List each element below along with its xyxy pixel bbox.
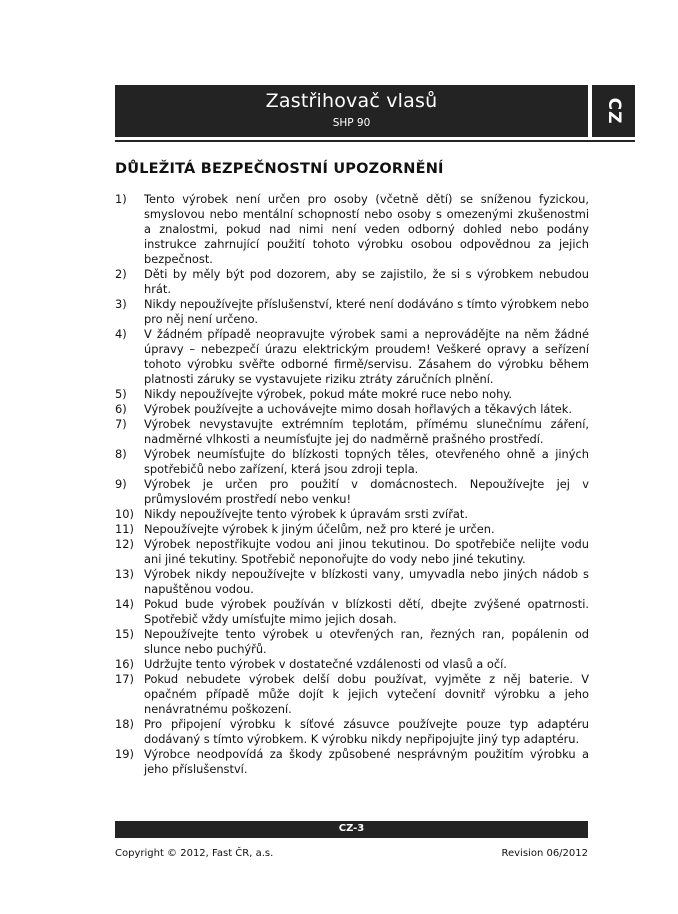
list-item (115, 672, 589, 717)
item-text: Děti by měly být pod dozorem, aby se zajistilo, že si s výrobkem nebudou hrát. (144, 267, 589, 296)
item-number: 4) (115, 327, 127, 341)
item-text: Pro připojení výrobku k síťové zásuvce používejte pouze typ adaptéru dodávaný s tímto výrobkem. K výrobku nikdy nepřipojujte jiný typ adaptéru. (144, 717, 589, 746)
item-text: Výrobek nevystavujte extrémním teplotám, přímému slunečnímu záření, nadměrné vlhkosti a neumísťujte jej do nadměrně prašného prostředí. (144, 417, 589, 446)
footer-bar (115, 821, 588, 838)
header-bar (115, 85, 588, 137)
list-item (115, 327, 589, 387)
item-text: Výrobce neodpovídá za škody způsobené nesprávným použitím výrobku a jeho příslušenství. (144, 747, 589, 776)
header-divider (115, 140, 635, 142)
item-text: Nikdy nepoužívejte výrobek, pokud máte mokré ruce nebo nohy. (144, 387, 513, 401)
item-text: V žádném případě neopravujte výrobek sami a neprovádějte na něm žádné úpravy – nebezpečí úrazu elektrickým proudem! Veškeré opravy a seřízení tohoto výrobku svěřte odborné firmě/servisu. Zásahem do výrobku během platnosti záruky se vystavujete riziku ztráty záručních plnění. (144, 327, 589, 386)
list-item (115, 507, 589, 522)
item-number: 13) (115, 567, 134, 581)
section-title: DŮLEŽITÁ BEZPEČNOSTNÍ UPOZORNĚNÍ (115, 161, 444, 177)
item-number: 7) (115, 417, 127, 431)
item-number: 9) (115, 477, 127, 491)
safety-list (115, 192, 589, 777)
item-text: Výrobek nikdy nepoužívejte v blízkosti vany, umyvadla nebo jiných nádob s napuštěnou vodou. (144, 567, 589, 596)
item-text: Nepoužívejte výrobek k jiným účelům, než pro které je určen. (144, 522, 495, 536)
list-item (115, 477, 589, 507)
item-text: Tento výrobek není určen pro osoby (včetně dětí) se sníženou fyzickou, smyslovou nebo mentální schopností nebo osoby s omezenými zkušenostmi a znalostmi, pokud nad nimi není veden odborný dohled nebo podány instrukce zahrnující použití tohoto výrobku osobou odpovědnou za jejich bezpečnost. (144, 192, 589, 266)
item-text: Výrobek je určen pro použití v domácnostech. Nepoužívejte jej v průmyslovém prostředí nebo venku! (144, 477, 589, 506)
item-number: 2) (115, 267, 127, 281)
item-number: 8) (115, 447, 127, 461)
list-item (115, 417, 589, 447)
item-number: 6) (115, 402, 127, 416)
page-number: CZ-3 (338, 823, 365, 834)
list-item (115, 567, 589, 597)
model-number: SHP 90 (332, 117, 371, 129)
item-number: 15) (115, 627, 134, 641)
item-number: 5) (115, 387, 127, 401)
item-text: Udržujte tento výrobek v dostatečné vzdálenosti od vlasů a očí. (144, 657, 507, 671)
item-text: Nepoužívejte tento výrobek u otevřených ran, řezných ran, popálenin od slunce nebo puchýřů. (144, 627, 589, 656)
list-item (115, 297, 589, 327)
copyright-notice: Copyright © 2012, Fast ČR, a.s. (115, 848, 274, 859)
list-item (115, 537, 589, 567)
item-number: 11) (115, 522, 134, 536)
item-text: Nikdy nepoužívejte tento výrobek k úpravám srsti zvířat. (144, 507, 468, 521)
list-item (115, 657, 589, 672)
item-number: 17) (115, 672, 134, 686)
revision-label: Revision 06/2012 (501, 848, 588, 859)
language-label: CZ (603, 97, 624, 125)
item-text: Výrobek neumísťujte do blízkosti topných těles, otevřeného ohně a jiných spotřebičů nebo zařízení, která jsou zdroji tepla. (144, 447, 589, 476)
list-item (115, 717, 589, 747)
item-text: Nikdy nepoužívejte příslušenství, které není dodáváno s tímto výrobkem nebo pro něj není určeno. (144, 297, 589, 326)
language-tab (592, 85, 635, 137)
item-number: 14) (115, 597, 134, 611)
list-item (115, 747, 589, 777)
item-number: 3) (115, 297, 127, 311)
item-text: Pokud nebudete výrobek delší dobu používat, vyjměte z něj baterie. V opačném případě může dojít k jejich vytečení dovnitř výrobku a jeho nenávratnému poškození. (144, 672, 589, 716)
list-item (115, 627, 589, 657)
item-number: 19) (115, 747, 134, 761)
list-item (115, 192, 589, 267)
item-number: 12) (115, 537, 134, 551)
item-number: 10) (115, 507, 134, 521)
list-item (115, 522, 589, 537)
list-item (115, 597, 589, 627)
list-item (115, 447, 589, 477)
item-number: 1) (115, 192, 127, 206)
list-item (115, 267, 589, 297)
list-item (115, 387, 589, 402)
list-item (115, 402, 589, 417)
item-number: 16) (115, 657, 134, 671)
item-text: Výrobek nepostřikujte vodou ani jinou tekutinou. Do spotřebiče nelijte vodu ani jiné tekutiny. Spotřebič neponořujte do vody nebo jiné tekutiny. (144, 537, 589, 566)
item-text: Výrobek používejte a uchovávejte mimo dosah hořlavých a těkavých látek. (144, 402, 573, 416)
item-number: 18) (115, 717, 134, 731)
item-text: Pokud bude výrobek používán v blízkosti dětí, dbejte zvýšené opatrnosti. Spotřebič vždy umísťujte mimo jejich dosah. (144, 597, 589, 626)
document-title: Zastřihovač vlasů (265, 90, 438, 112)
